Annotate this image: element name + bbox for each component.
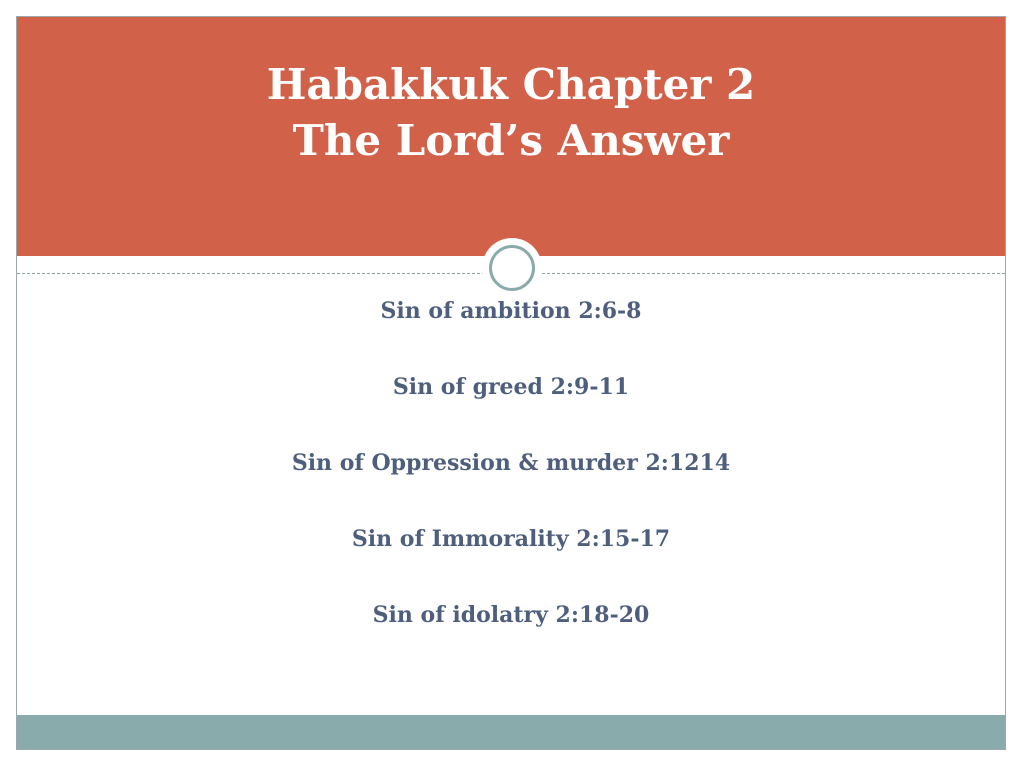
footer-band xyxy=(17,715,1005,749)
content-list xyxy=(17,287,1005,667)
list-item: Sin of ambition 2:6-8 xyxy=(380,298,642,324)
list-item: Sin of greed 2:9-11 xyxy=(392,374,630,400)
slide-title-line-2: The Lord’s Answer xyxy=(292,116,730,165)
slide-title-line-1: Habakkuk Chapter 2 xyxy=(266,60,756,109)
slide-title xyxy=(17,57,1005,169)
list-item: Sin of Oppression & murder 2:1214 xyxy=(291,450,731,476)
list-item: Sin of idolatry 2:18-20 xyxy=(372,602,650,628)
list-item: Sin of Immorality 2:15-17 xyxy=(351,526,671,552)
circle-ornament-icon xyxy=(489,245,535,291)
title-band xyxy=(17,17,1005,256)
slide xyxy=(16,16,1006,750)
